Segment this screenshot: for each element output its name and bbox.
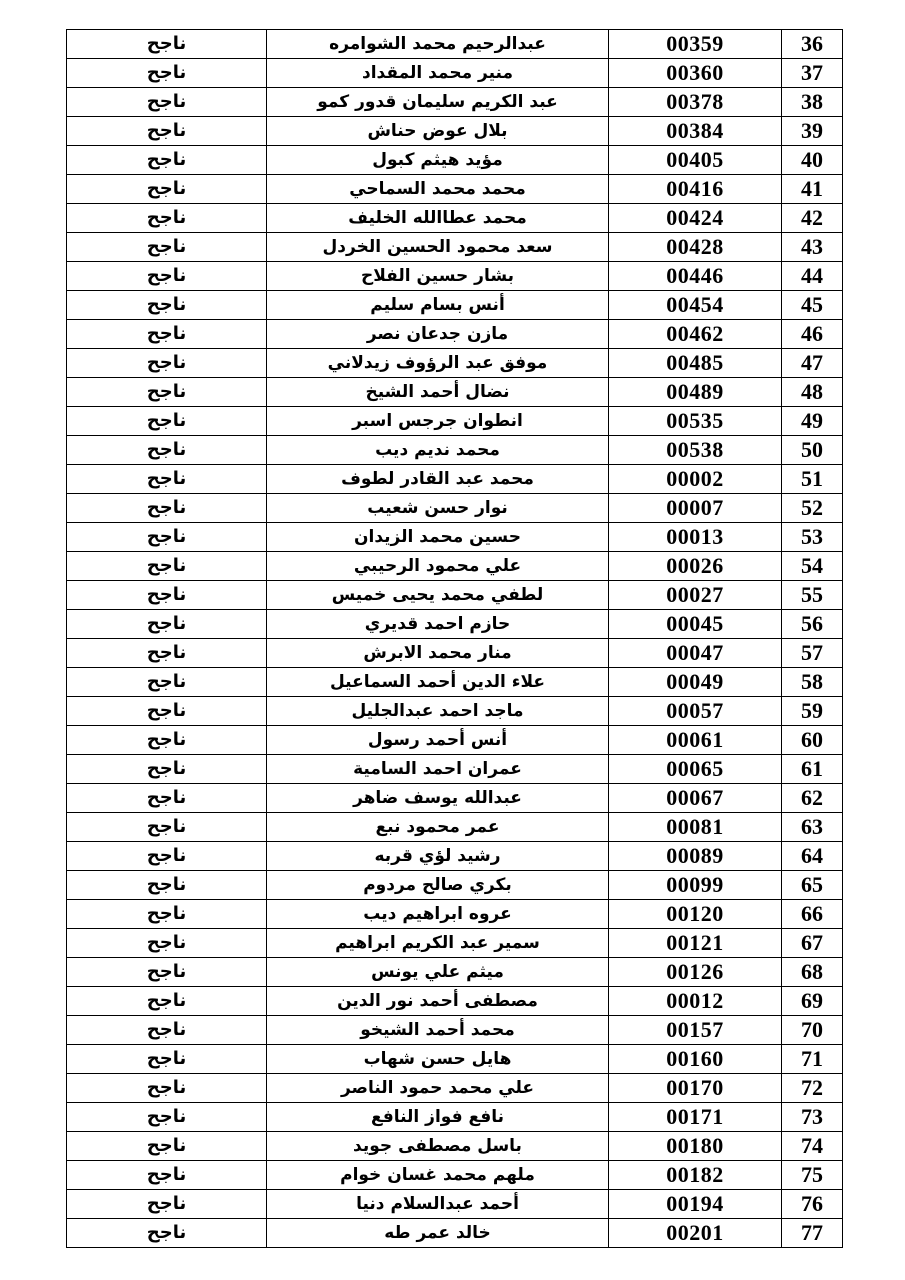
row-number-cell: 55 [782,581,843,610]
code-cell: 00454 [609,291,782,320]
table-row [67,494,843,523]
row-number-cell: 48 [782,378,843,407]
row-number-cell: 46 [782,320,843,349]
table-row [67,146,843,175]
code-cell: 00057 [609,697,782,726]
name-cell: محمد محمد السماحي [267,175,609,204]
result-cell: ناجح [67,117,267,146]
code-cell: 00170 [609,1074,782,1103]
name-cell: عبد الكريم سليمان قدور كمو [267,88,609,117]
table-row [67,610,843,639]
table-row [67,697,843,726]
result-cell: ناجح [67,88,267,117]
code-cell: 00121 [609,929,782,958]
table-row [67,929,843,958]
row-number-cell: 68 [782,958,843,987]
table-row [67,117,843,146]
name-cell: علي محمود الرحيبي [267,552,609,581]
name-cell: أنس بسام سليم [267,291,609,320]
code-cell: 00049 [609,668,782,697]
row-number-cell: 77 [782,1219,843,1248]
code-cell: 00384 [609,117,782,146]
table-row [67,1103,843,1132]
code-cell: 00405 [609,146,782,175]
name-cell: علي محمد حمود الناصر [267,1074,609,1103]
table-row [67,378,843,407]
table-row [67,1161,843,1190]
row-number-cell: 70 [782,1016,843,1045]
code-cell: 00045 [609,610,782,639]
table-row [67,88,843,117]
code-cell: 00026 [609,552,782,581]
result-cell: ناجح [67,233,267,262]
row-number-cell: 74 [782,1132,843,1161]
name-cell: حازم احمد قديري [267,610,609,639]
table-row [67,813,843,842]
table-row [67,436,843,465]
code-cell: 00489 [609,378,782,407]
table-row [67,639,843,668]
name-cell: نوار حسن شعيب [267,494,609,523]
table-row [67,842,843,871]
row-number-cell: 59 [782,697,843,726]
table-row [67,552,843,581]
name-cell: محمد عطاالله الخليف [267,204,609,233]
row-number-cell: 64 [782,842,843,871]
row-number-cell: 37 [782,59,843,88]
row-number-cell: 62 [782,784,843,813]
name-cell: هايل حسن شهاب [267,1045,609,1074]
result-cell: ناجح [67,320,267,349]
code-cell: 00201 [609,1219,782,1248]
code-cell: 00047 [609,639,782,668]
row-number-cell: 42 [782,204,843,233]
name-cell: سمير عبد الكريم ابراهيم [267,929,609,958]
result-cell: ناجح [67,1190,267,1219]
code-cell: 00535 [609,407,782,436]
name-cell: خالد عمر طه [267,1219,609,1248]
name-cell: مصطفى أحمد نور الدين [267,987,609,1016]
name-cell: مازن جدعان نصر [267,320,609,349]
result-cell: ناجح [67,929,267,958]
code-cell: 00538 [609,436,782,465]
table-row [67,465,843,494]
result-cell: ناجح [67,349,267,378]
result-cell: ناجح [67,871,267,900]
code-cell: 00099 [609,871,782,900]
result-cell: ناجح [67,291,267,320]
row-number-cell: 41 [782,175,843,204]
result-cell: ناجح [67,407,267,436]
table-row [67,291,843,320]
name-cell: رشيد لؤي قربه [267,842,609,871]
name-cell: أحمد عبدالسلام دنيا [267,1190,609,1219]
result-cell: ناجح [67,465,267,494]
name-cell: ماجد احمد عبدالجليل [267,697,609,726]
result-cell: ناجح [67,958,267,987]
result-cell: ناجح [67,1161,267,1190]
code-cell: 00061 [609,726,782,755]
code-cell: 00160 [609,1045,782,1074]
code-cell: 00416 [609,175,782,204]
code-cell: 00360 [609,59,782,88]
code-cell: 00424 [609,204,782,233]
code-cell: 00485 [609,349,782,378]
table-row [67,755,843,784]
row-number-cell: 73 [782,1103,843,1132]
results-table-body [67,30,843,1248]
code-cell: 00120 [609,900,782,929]
name-cell: منير محمد المقداد [267,59,609,88]
result-cell: ناجح [67,436,267,465]
code-cell: 00194 [609,1190,782,1219]
row-number-cell: 72 [782,1074,843,1103]
name-cell: منار محمد الابرش [267,639,609,668]
code-cell: 00013 [609,523,782,552]
results-table [66,29,843,1248]
row-number-cell: 60 [782,726,843,755]
name-cell: نافع فواز النافع [267,1103,609,1132]
row-number-cell: 40 [782,146,843,175]
table-row [67,30,843,59]
result-cell: ناجح [67,262,267,291]
result-cell: ناجح [67,59,267,88]
row-number-cell: 38 [782,88,843,117]
row-number-cell: 51 [782,465,843,494]
result-cell: ناجح [67,813,267,842]
name-cell: عبدالرحيم محمد الشوامره [267,30,609,59]
result-cell: ناجح [67,639,267,668]
name-cell: محمد عبد القادر لطوف [267,465,609,494]
row-number-cell: 54 [782,552,843,581]
name-cell: لطفي محمد يحيى خميس [267,581,609,610]
name-cell: عبدالله يوسف ضاهر [267,784,609,813]
name-cell: موفق عبد الرؤوف زيدلاني [267,349,609,378]
result-cell: ناجح [67,552,267,581]
result-cell: ناجح [67,1132,267,1161]
code-cell: 00065 [609,755,782,784]
name-cell: حسين محمد الزيدان [267,523,609,552]
table-row [67,958,843,987]
code-cell: 00359 [609,30,782,59]
code-cell: 00081 [609,813,782,842]
code-cell: 00089 [609,842,782,871]
result-cell: ناجح [67,175,267,204]
table-row [67,59,843,88]
table-row [67,1190,843,1219]
code-cell: 00007 [609,494,782,523]
row-number-cell: 75 [782,1161,843,1190]
row-number-cell: 49 [782,407,843,436]
result-cell: ناجح [67,610,267,639]
name-cell: انطوان جرجس اسبر [267,407,609,436]
code-cell: 00027 [609,581,782,610]
result-cell: ناجح [67,378,267,407]
row-number-cell: 71 [782,1045,843,1074]
row-number-cell: 76 [782,1190,843,1219]
result-cell: ناجح [67,523,267,552]
code-cell: 00462 [609,320,782,349]
table-row [67,1219,843,1248]
name-cell: نضال أحمد الشيخ [267,378,609,407]
result-cell: ناجح [67,1103,267,1132]
result-cell: ناجح [67,784,267,813]
row-number-cell: 66 [782,900,843,929]
name-cell: بشار حسين الفلاح [267,262,609,291]
table-row [67,784,843,813]
table-row [67,900,843,929]
name-cell: عروه ابراهيم ديب [267,900,609,929]
row-number-cell: 69 [782,987,843,1016]
code-cell: 00378 [609,88,782,117]
table-row [67,1132,843,1161]
result-cell: ناجح [67,204,267,233]
table-row [67,407,843,436]
result-cell: ناجح [67,697,267,726]
result-cell: ناجح [67,30,267,59]
row-number-cell: 63 [782,813,843,842]
row-number-cell: 53 [782,523,843,552]
table-row [67,349,843,378]
table-row [67,1074,843,1103]
name-cell: أنس أحمد رسول [267,726,609,755]
code-cell: 00126 [609,958,782,987]
table-row [67,726,843,755]
result-cell: ناجح [67,726,267,755]
code-cell: 00157 [609,1016,782,1045]
result-cell: ناجح [67,494,267,523]
table-row [67,175,843,204]
row-number-cell: 47 [782,349,843,378]
name-cell: مؤيد هيثم كبول [267,146,609,175]
code-cell: 00002 [609,465,782,494]
row-number-cell: 44 [782,262,843,291]
table-row [67,523,843,552]
result-cell: ناجح [67,1016,267,1045]
table-row [67,1045,843,1074]
table-row [67,987,843,1016]
code-cell: 00180 [609,1132,782,1161]
table-row [67,1016,843,1045]
name-cell: باسل مصطفى جويد [267,1132,609,1161]
table-row [67,871,843,900]
table-row [67,233,843,262]
row-number-cell: 56 [782,610,843,639]
row-number-cell: 58 [782,668,843,697]
result-cell: ناجح [67,1074,267,1103]
row-number-cell: 67 [782,929,843,958]
result-cell: ناجح [67,987,267,1016]
name-cell: بكري صالح مردوم [267,871,609,900]
table-row [67,320,843,349]
table-row [67,668,843,697]
code-cell: 00067 [609,784,782,813]
name-cell: عمر محمود نبع [267,813,609,842]
row-number-cell: 65 [782,871,843,900]
row-number-cell: 52 [782,494,843,523]
row-number-cell: 39 [782,117,843,146]
row-number-cell: 57 [782,639,843,668]
name-cell: عمران احمد السامية [267,755,609,784]
result-cell: ناجح [67,581,267,610]
code-cell: 00428 [609,233,782,262]
result-cell: ناجح [67,668,267,697]
code-cell: 00012 [609,987,782,1016]
row-number-cell: 50 [782,436,843,465]
result-cell: ناجح [67,755,267,784]
result-cell: ناجح [67,842,267,871]
row-number-cell: 45 [782,291,843,320]
row-number-cell: 43 [782,233,843,262]
table-row [67,204,843,233]
name-cell: محمد أحمد الشيخو [267,1016,609,1045]
table-row [67,262,843,291]
row-number-cell: 61 [782,755,843,784]
result-cell: ناجح [67,900,267,929]
name-cell: بلال عوض حناش [267,117,609,146]
table-row [67,581,843,610]
code-cell: 00182 [609,1161,782,1190]
name-cell: علاء الدين أحمد السماعيل [267,668,609,697]
name-cell: ملهم محمد غسان خوام [267,1161,609,1190]
name-cell: ميثم علي يونس [267,958,609,987]
result-cell: ناجح [67,146,267,175]
result-cell: ناجح [67,1219,267,1248]
name-cell: سعد محمود الحسين الخردل [267,233,609,262]
result-cell: ناجح [67,1045,267,1074]
code-cell: 00171 [609,1103,782,1132]
code-cell: 00446 [609,262,782,291]
row-number-cell: 36 [782,30,843,59]
name-cell: محمد نديم ديب [267,436,609,465]
